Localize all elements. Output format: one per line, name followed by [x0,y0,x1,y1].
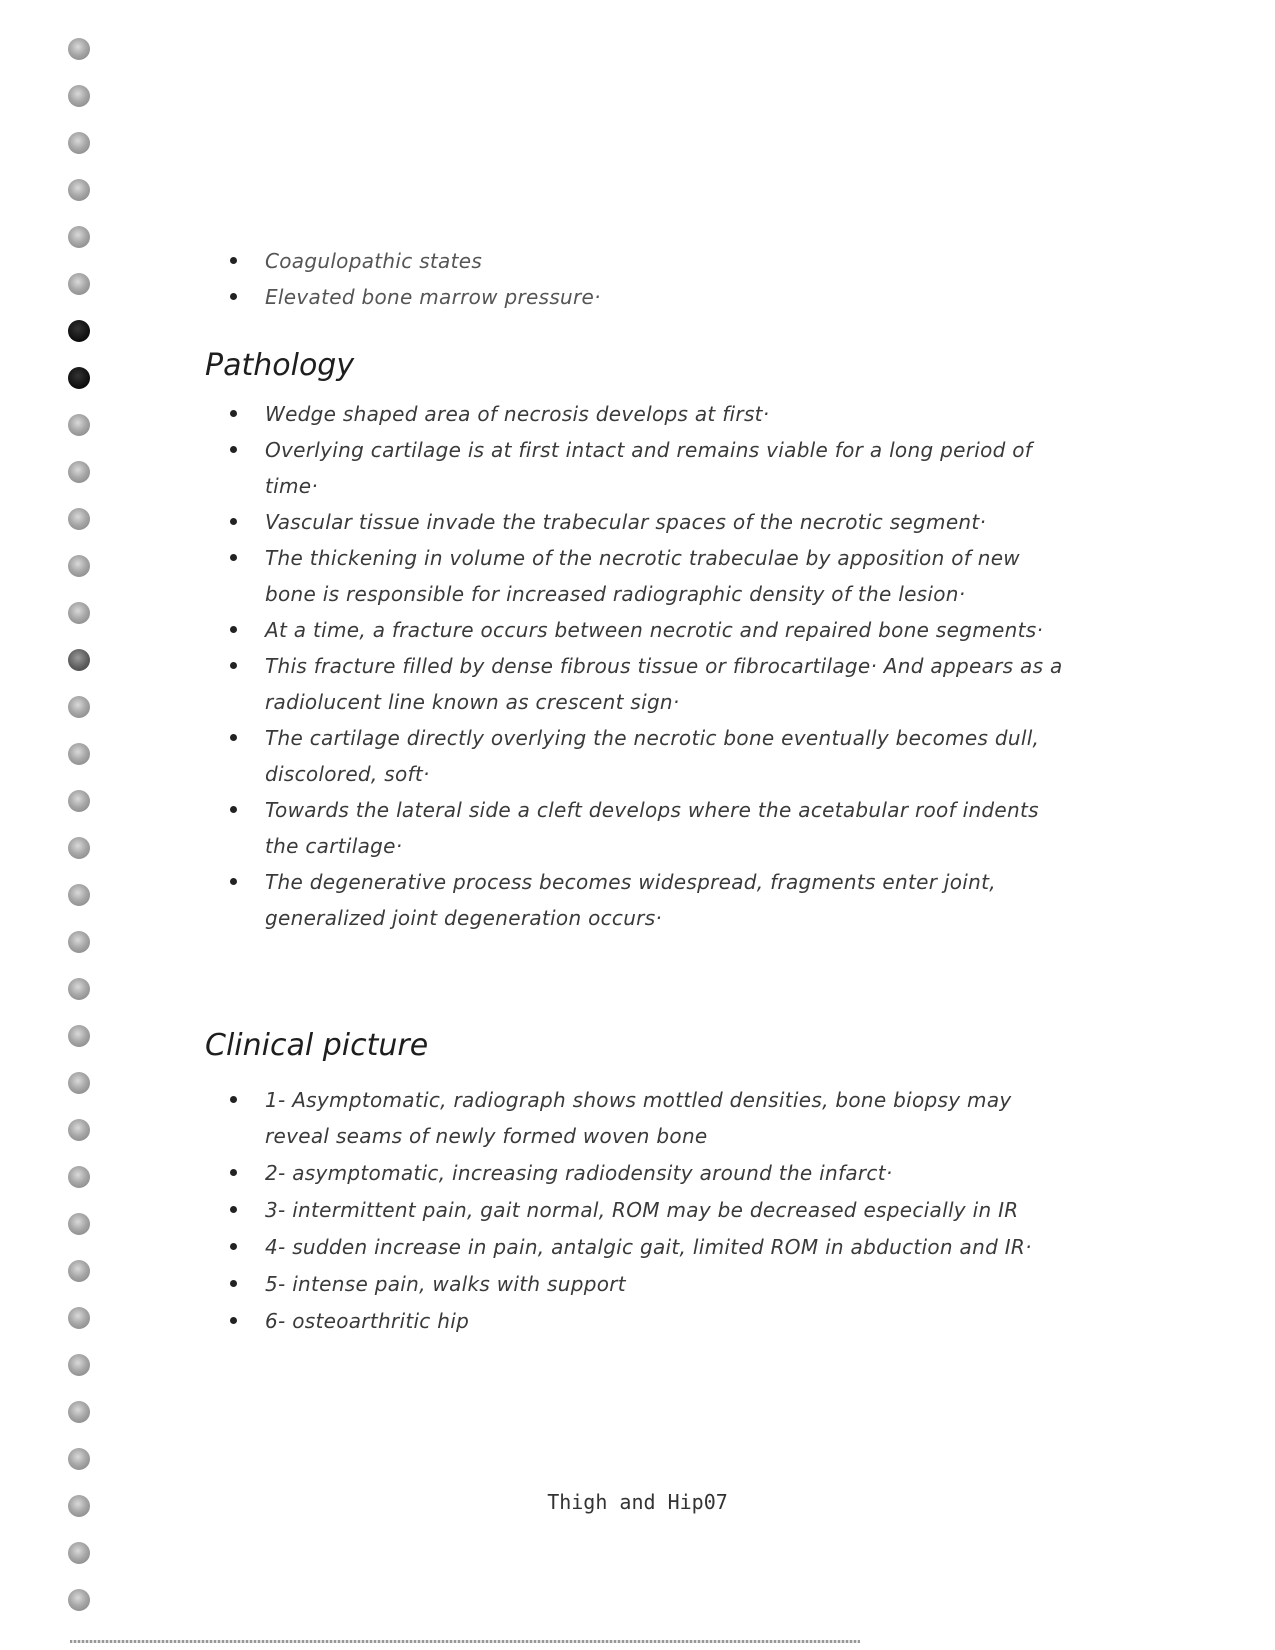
binder-hole [68,978,90,1000]
list-item: 4- sudden increase in pain, antalgic gait, limited ROM in abduction and IR· [205,1229,1075,1265]
binder-hole [68,508,90,530]
binder-hole [68,1354,90,1376]
binder-hole [68,179,90,201]
binder-hole [68,649,90,671]
binder-hole [68,1025,90,1047]
pathology-list [205,396,1075,936]
list-item: Elevated bone marrow pressure· [205,279,1075,315]
clinical-list [205,1082,1075,1340]
binder-hole [68,85,90,107]
binder-hole [68,837,90,859]
binder-hole [68,931,90,953]
binder-hole [68,743,90,765]
page-footer: Thigh and Hip07 [547,1490,728,1514]
list-item: Coagulopathic states [205,243,1075,279]
binder-hole [68,1307,90,1329]
binder-hole [68,226,90,248]
list-item: This fracture filled by dense fibrous tissue or fibrocartilage· And appears as a radiolucent line known as crescent sign· [205,648,1075,720]
scan-edge [70,1640,860,1643]
list-item: Overlying cartilage is at first intact and remains viable for a long period of time· [205,432,1075,504]
binder-hole [68,1213,90,1235]
binder-hole [68,320,90,342]
binder-hole [68,273,90,295]
binder-hole [68,1448,90,1470]
pathology-heading: Pathology [205,348,355,383]
binder-hole [68,1166,90,1188]
binder-hole [68,414,90,436]
binder-hole [68,555,90,577]
list-item: 6- osteoarthritic hip [205,1303,1075,1339]
list-item: The degenerative process becomes widespread, fragments enter joint, generalized joint degeneration occurs· [205,864,1075,936]
list-item: 5- intense pain, walks with support [205,1266,1075,1302]
list-item: 1- Asymptomatic, radiograph shows mottled densities, bone biopsy may reveal seams of newly formed woven bone [205,1082,1075,1154]
binder-hole [68,696,90,718]
binder-hole [68,38,90,60]
binder-hole [68,1542,90,1564]
list-item: Towards the lateral side a cleft develops where the acetabular roof indents the cartilage· [205,792,1075,864]
binder-hole [68,1260,90,1282]
binder-hole [68,1072,90,1094]
list-item: 2- asymptomatic, increasing radiodensity around the infarct· [205,1155,1075,1191]
list-item: Wedge shaped area of necrosis develops at first· [205,396,1075,432]
binder-hole [68,790,90,812]
binder-hole [68,132,90,154]
list-item: 3- intermittent pain, gait normal, ROM may be decreased especially in IR [205,1192,1075,1228]
list-item: The thickening in volume of the necrotic trabeculae by apposition of new bone is responsible for increased radiographic density of the lesion· [205,540,1075,612]
binder-hole [68,1401,90,1423]
list-item: At a time, a fracture occurs between necrotic and repaired bone segments· [205,612,1075,648]
binder-hole [68,461,90,483]
binder-hole [68,1589,90,1611]
list-item: Vascular tissue invade the trabecular spaces of the necrotic segment· [205,504,1075,540]
binder-hole [68,367,90,389]
list-item: The cartilage directly overlying the necrotic bone eventually becomes dull, discolored, soft· [205,720,1075,792]
binder-hole [68,884,90,906]
binder-hole [68,602,90,624]
clinical-heading: Clinical picture [205,1028,429,1063]
binder-hole [68,1119,90,1141]
intro-list [205,243,1075,315]
